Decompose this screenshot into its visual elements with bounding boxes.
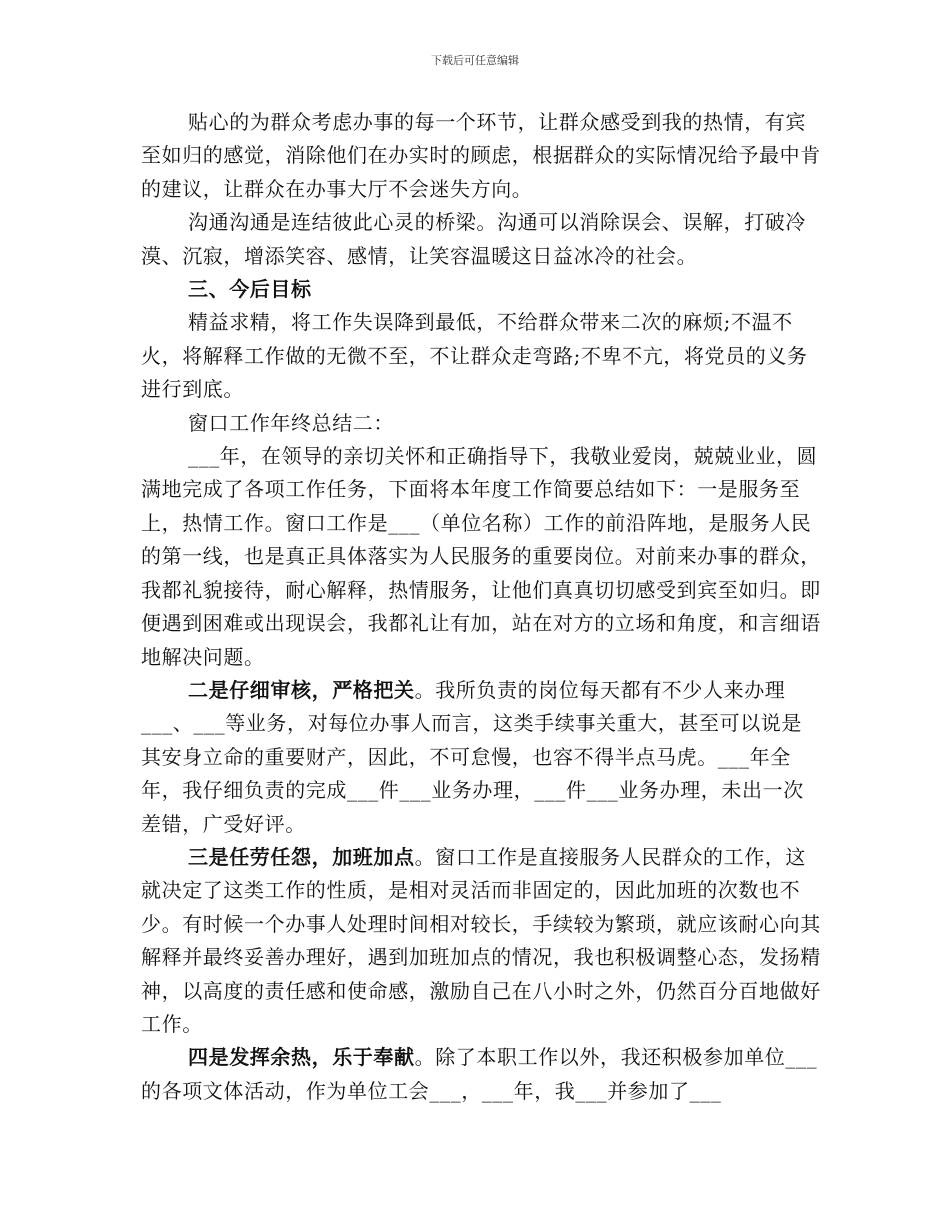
paragraph: 精益求精，将工作失误降到最低，不给群众带来二次的麻烦;不温不火，将解释工作做的无微不至，不让群众走弯路;不卑不亢，将党员的义务进行到底。	[141, 310, 808, 402]
paragraph	[141, 841, 821, 1041]
paragraph: 沟通沟通是连结彼此心灵的桥梁。沟通可以消除误会、误解，打破冷漠、沉寂，增添笑容、感情，让笑容温暖这日益冰冷的社会。	[141, 210, 806, 268]
paragraph	[141, 674, 821, 841]
paragraph-body: 。除了本职工作以外，我还积极参加单位___的各项文体活动，作为单位工会___，___年，我___并参加了___	[141, 1045, 818, 1103]
paragraph-lead: 二是仔细审核，严格把关	[188, 677, 415, 702]
paragraph	[141, 1041, 821, 1108]
paragraph-body: 。我所负责的岗位每天都有不少人来办理___、___等业务，对每位办事人而言，这类手续事关重大，甚至可以说是其安身立命的重要财产，因此，不可怠慢，也容不得半点马虎。___年全年，我仔细负责的完成___件___业务办理，___件___业务办理，未出一次差错，广受好评。	[141, 677, 804, 836]
paragraph: ___年，在领导的亲切关怀和正确指导下，我敬业爱岗，兢兢业业，圆满地完成了各项工作任务，下面将本年度工作简要总结如下：一是服务至上，热情工作。窗口工作是___（单位名称）工作的前沿阵地，是服务人民的第一线，也是真正具体落实为人民服务的重要岗位。对前来办事的群众，我都礼貌接待，耐心解释，热情服务，让他们真真切切感受到宾至如归。即便遇到困难或出现误会，我都礼让有加，站在对方的立场和角度，和言细语地解决问题。	[141, 444, 821, 669]
section-subtitle: 窗口工作年终总结二：	[188, 410, 394, 435]
page-header: 下载后可任意编辑	[431, 54, 519, 67]
paragraph-lead: 三是任劳任怨，加班加点	[188, 844, 415, 869]
section-heading: 三、今后目标	[188, 277, 312, 302]
paragraph-lead: 四是发挥余热，乐于奉献	[188, 1045, 415, 1070]
paragraph-body: 。窗口工作是直接服务人民群众的工作，这就决定了这类工作的性质，是相对灵活而非固定的，因此加班的次数也不少。有时候一个办事人处理时间相对较长，手续较为繁琐，就应该耐心向其解释并最终妥善办理好，遇到加班加点的情况，我也积极调整心态，发扬精神，以高度的责任感和使命感，激励自己在八小时之外，仍然百分百地做好工作。	[141, 844, 821, 1036]
document-body	[141, 106, 821, 1108]
paragraph: 贴心的为群众考虑办事的每一个环节，让群众感受到我的热情，有宾至如归的感觉，消除他们在办实时的顾虑，根据群众的实际情况给予最中肯的建议，让群众在办事大厅不会迷失方向。	[141, 110, 821, 201]
